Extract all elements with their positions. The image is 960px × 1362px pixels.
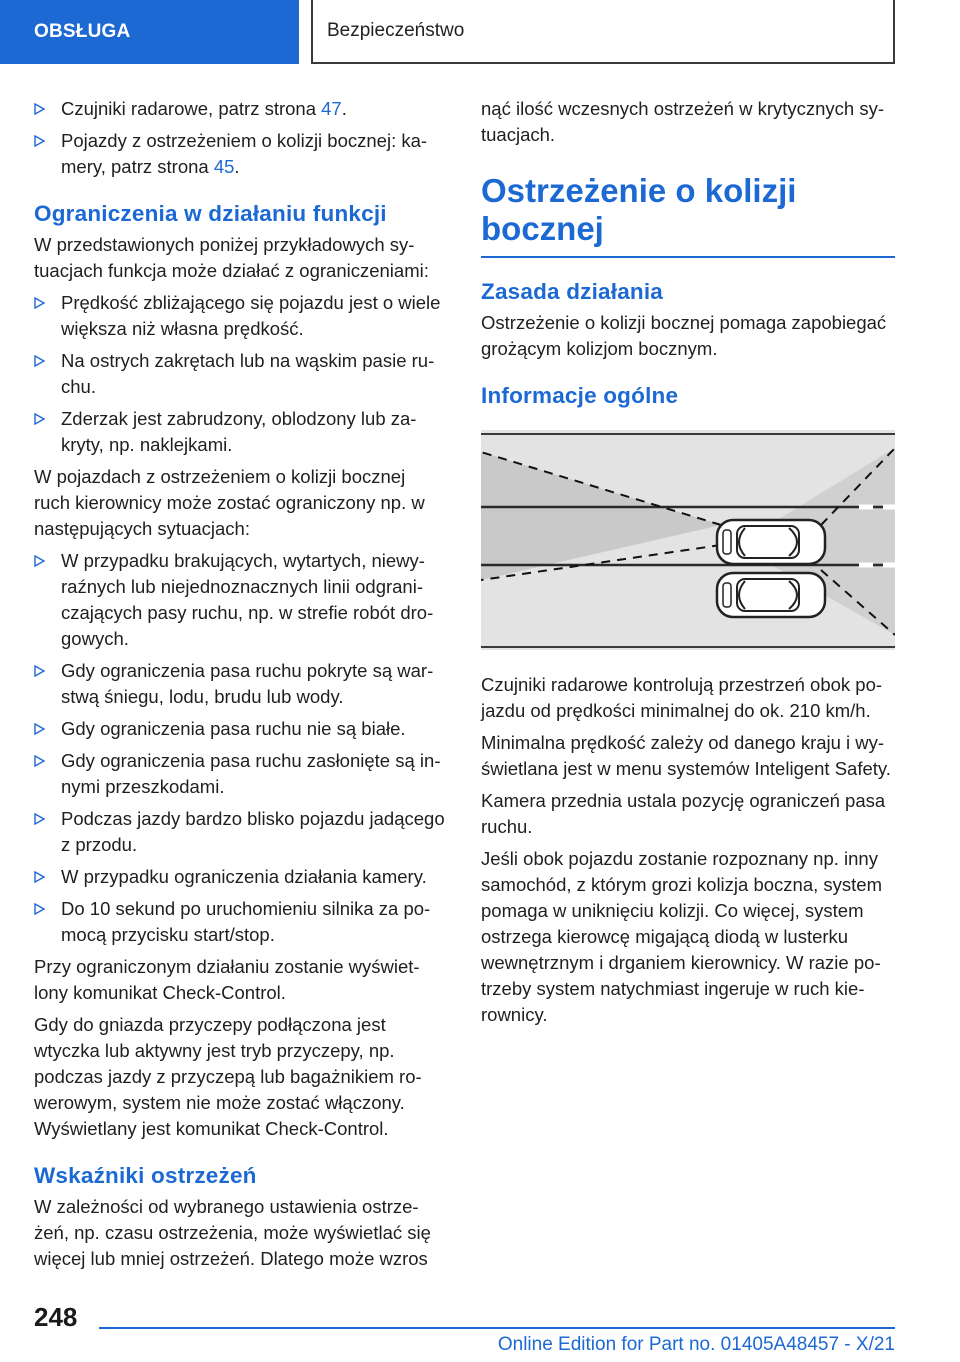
principle-paragraph: Ostrzeżenie o kolizji bocznej pomaga zapobiegać grożącym kolizjom bocznym. <box>481 312 887 359</box>
bullet-triangle-icon <box>34 896 48 922</box>
right-column <box>481 96 895 1034</box>
bullet-triangle-icon <box>34 548 48 574</box>
list-item <box>34 128 446 180</box>
bullet-text: Gdy ograniczenia pasa ruchu pokryte są warstwą śniegu, lodu, brudu lub wody. <box>61 660 434 707</box>
list-item <box>34 748 446 800</box>
side-collision-illustration <box>481 430 895 650</box>
bullet-triangle-icon <box>34 864 48 890</box>
principle-heading: Zasada działania <box>481 279 664 304</box>
bullet-text: Gdy ograniczenia pasa ruchu zasłonięte są innymi przeszkodami. <box>61 750 441 797</box>
right-paragraph: Jeśli obok pojazdu zostanie rozpoznany np. inny samochód, z którym grozi kolizja boczna, system pomaga w uniknięciu kolizji. Co więcej, system ostrzega kierowcę migającą diodą w lusterku wewnętrznym i drganiem kierownicy. W razie potrzeby system natychmiast ingeruje w ruch kierownicy. <box>481 848 882 1025</box>
bullet-triangle-icon <box>34 806 48 832</box>
list-item <box>34 716 446 742</box>
right-paragraph: Kamera przednia ustala pozycję ograniczeń pasa ruchu. <box>481 790 886 837</box>
list-item <box>34 896 446 948</box>
limits-intro: W przedstawionych poniżej przykładowych sytuacjach funkcja może działać z ograniczeniami: <box>34 234 429 281</box>
bullet-text: Prędkość zbliżającego się pojazdu jest o wiele większa niż własna prędkość. <box>61 292 441 339</box>
list-item <box>34 406 446 458</box>
footer-divider <box>99 1327 895 1329</box>
bullet-triangle-icon <box>34 348 48 374</box>
list-item <box>34 806 446 858</box>
bullet-text: W przypadku ograniczenia działania kamery. <box>61 866 427 887</box>
bullet-triangle-icon <box>34 658 48 684</box>
section-title: Bezpieczeństwo <box>311 0 895 64</box>
warnings-paragraph: W zależności od wybranego ustawienia ostrzeżeń, np. czasu ostrzeżenia, może wyświetlać się więcej lub mniej ostrzeżeń. Dlatego może wzros <box>34 1196 431 1269</box>
list-item <box>34 658 446 710</box>
list-item <box>34 96 446 122</box>
list-item <box>34 348 446 400</box>
chapter-tab[interactable]: OBSŁUGA <box>0 0 299 64</box>
list-item <box>34 290 446 342</box>
bullet-triangle-icon <box>34 290 48 316</box>
page-header <box>0 0 960 66</box>
steering-intro: W pojazdach z ostrzeżeniem o kolizji bocznej ruch kierownicy może zostać ograniczony np. w następujących sytuacjach: <box>34 466 425 539</box>
bullet-text: Zderzak jest zabrudzony, oblodzony lub zakryty, np. naklejkami. <box>61 408 417 455</box>
list-item <box>34 864 446 890</box>
bullet-tail: . <box>234 156 240 177</box>
bullet-text: Na ostrych zakrętach lub na wąskim pasie ruchu. <box>61 350 435 397</box>
bullet-text: Pojazdy z ostrzeżeniem o kolizji bocznej: kamery, patrz strona <box>61 130 428 177</box>
right-paragraph: Czujniki radarowe kontrolują przestrzeń obok pojazdu od prędkości minimalnej do ok. 210 km/h. <box>481 674 883 721</box>
trailer-paragraph: Gdy do gniazda przyczepy podłączona jest wtyczka lub aktywny jest tryb przyczepy, np. podczas jazdy z przyczepą lub bagażnikiem rowerowym, system nie może zostać włączony. Wyświetlany jest komunikat Check-Control. <box>34 1014 422 1139</box>
page-link[interactable]: 47 <box>321 98 342 119</box>
bullet-triangle-icon <box>34 406 48 432</box>
page-link[interactable]: 45 <box>213 156 235 177</box>
car-own <box>717 520 825 564</box>
bullet-triangle-icon <box>34 128 48 154</box>
bullet-text: W przypadku brakujących, wytartych, niewyraźnych lub niejednoznacznych linii odgraniczających pasy ruchu, np. w strefie robót drogowych. <box>61 550 434 649</box>
road-diagram <box>481 430 895 650</box>
car-adjacent <box>717 573 825 617</box>
bullet-text: Gdy ograniczenia pasa ruchu nie są białe. <box>61 718 406 739</box>
bullet-text: Podczas jazdy bardzo blisko pojazdu jadącego z przodu. <box>61 808 445 855</box>
limits-heading: Ograniczenia w działaniu funkcji <box>34 201 387 226</box>
page-number: 248 <box>34 1302 78 1332</box>
warnings-heading: Wskaźniki ostrzeżeń <box>34 1163 257 1188</box>
chapter-title: Ostrzeżenie o kolizji bocznej <box>481 172 895 258</box>
bullet-triangle-icon <box>34 96 48 122</box>
bullet-triangle-icon <box>34 748 48 774</box>
bullet-tail: . <box>341 98 347 119</box>
bullet-text: Czujniki radarowe, patrz strona <box>61 98 322 119</box>
continuation-paragraph: nąć ilość wczesnych ostrzeżeń w krytycznych sytuacjach. <box>481 98 885 145</box>
limited-paragraph: Przy ograniczonym działaniu zostanie wyświetlony komunikat Check-Control. <box>34 956 420 1003</box>
general-heading: Informacje ogólne <box>481 383 679 408</box>
list-item <box>34 548 446 652</box>
bullet-text: Do 10 sekund po uruchomieniu silnika za pomocą przycisku start/stop. <box>61 898 431 945</box>
bullet-triangle-icon <box>34 716 48 742</box>
edition-footer: Online Edition for Part no. 01405A48457 - X/21 <box>497 1334 895 1355</box>
right-paragraph: Minimalna prędkość zależy od danego kraju i wyświetlana jest w menu systemów Inteligent Safety. <box>481 732 891 779</box>
left-column <box>34 96 446 1278</box>
